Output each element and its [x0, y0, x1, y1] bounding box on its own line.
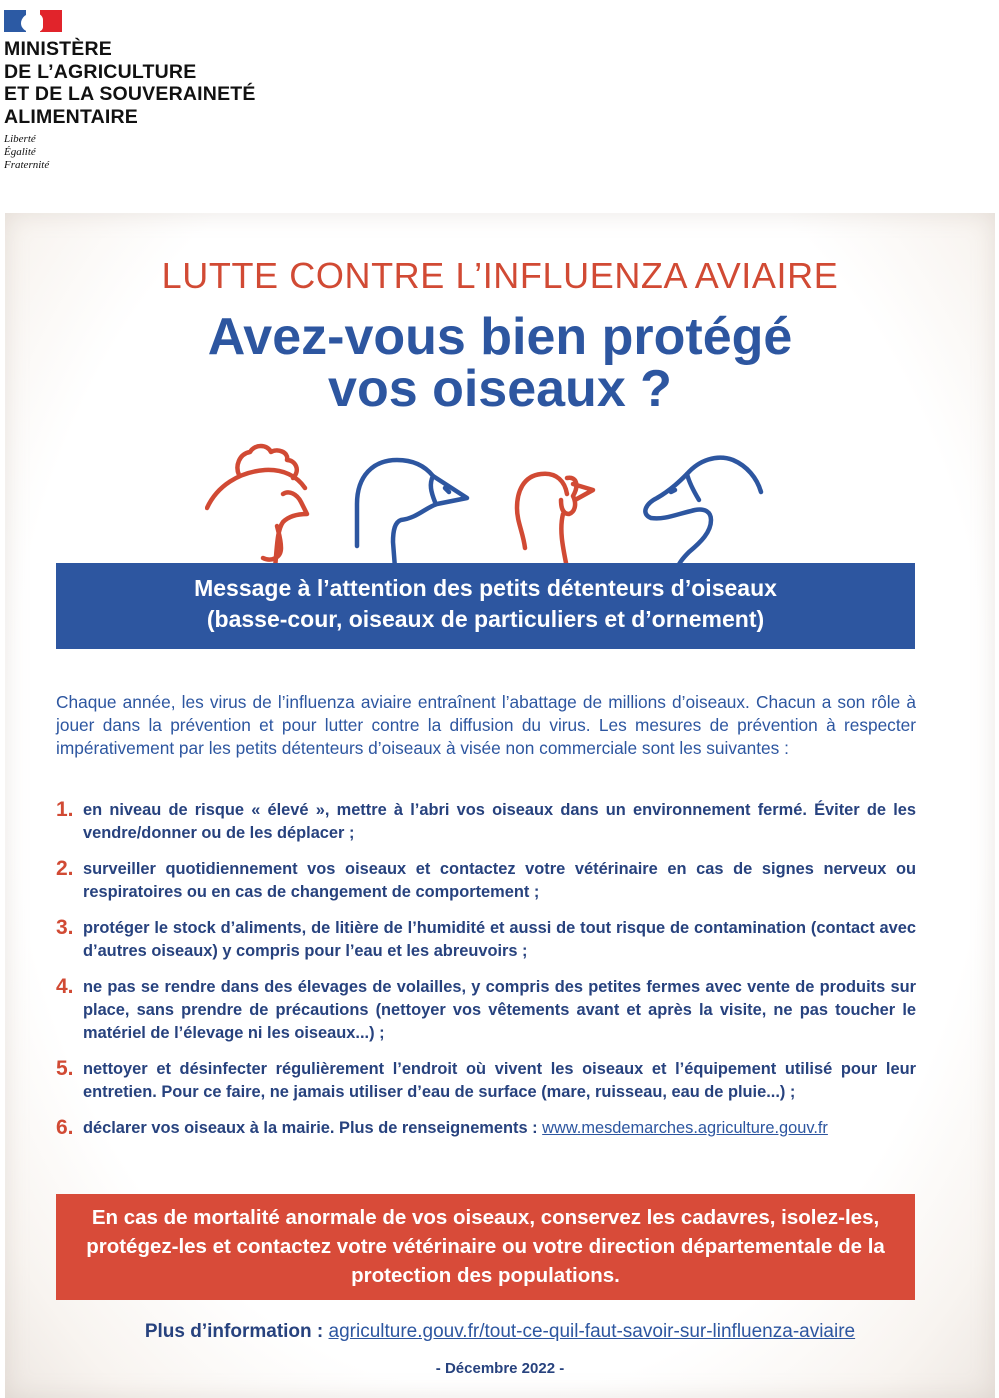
list-item [56, 976, 916, 1045]
item-number: 1. [56, 798, 74, 821]
item-text: déclarer vos oiseaux à la mairie. Plus de renseignements : www.mesdemarches.agriculture.gouv.fr [83, 1119, 828, 1137]
birds-illustration [205, 438, 765, 568]
measures-list [56, 799, 916, 1153]
item-text: en niveau de risque « élevé », mettre à l’abri vos oiseaux dans un environnement fermé. Éviter de les vendre/donner ou de les déplacer ; [83, 801, 916, 842]
turkey-icon [517, 474, 593, 568]
more-info-link[interactable]: agriculture.gouv.fr/tout-ce-quil-faut-savoir-sur-linfluenza-aviaire [328, 1321, 856, 1342]
poster-kicker: LUTTE CONTRE L’INFLUENZA AVIAIRE [161, 255, 839, 296]
item-number: 3. [56, 916, 74, 939]
item-text: nettoyer et désinfecter régulièrement l’endroit où vivent les oiseaux et l’équipement utilisé pour leur entretien. Pour ce faire, ne jamais utiliser d’eau de surface (mare, ruisseau, eau de pluie...) ; [83, 1060, 916, 1101]
item-number: 6. [56, 1116, 74, 1139]
item-text: surveiller quotidiennement vos oiseaux et contactez votre vétérinaire en cas de signes nerveux ou respiratoires ou en cas de changement de comportement ; [83, 860, 916, 901]
list-item [56, 799, 916, 845]
item-number: 2. [56, 857, 74, 880]
list-item [56, 1058, 916, 1104]
item-number: 4. [56, 975, 74, 998]
list-item [56, 858, 916, 904]
republic-motto: Liberté Égalité Fraternité [4, 133, 50, 171]
duck-icon [645, 458, 761, 568]
item-number: 5. [56, 1057, 74, 1080]
more-info-label: Plus d’information : [144, 1321, 329, 1342]
ministry-logo [4, 10, 256, 172]
item-text: ne pas se rendre dans des élevages de volailles, y compris des petites fermes avec vente de produits sur place, sans prendre de précautions (nettoyer vos vêtements avant et après la visite, ne pas toucher le matériel de l’élevage ni les oiseaux...) ; [83, 978, 916, 1042]
rooster-icon [207, 446, 307, 568]
mesdemarches-link[interactable]: www.mesdemarches.agriculture.gouv.fr [542, 1119, 828, 1137]
poster-card [5, 213, 995, 1398]
list-item [56, 1117, 916, 1140]
goose-icon [357, 460, 467, 568]
item-text: protéger le stock d’aliments, de litière de l’humidité et aussi de tout risque de contamination (contact avec d’autres oiseaux) y compris pour l’eau et les abreuvoirs ; [83, 919, 916, 960]
ministry-name: MINISTÈRE DE L’AGRICULTURE ET DE LA SOUVERAINETÉ ALIMENTAIRE [4, 38, 256, 128]
mortality-alert-banner: En cas de mortalité anormale de vos oiseaux, conservez les cadavres, isolez-les, protégez-les et contactez votre vétérinaire ou votre direction départementale de la protection des populations. [56, 1194, 915, 1300]
publication-date: - Décembre 2022 - [435, 1360, 565, 1377]
list-item [56, 917, 916, 963]
intro-paragraph: Chaque année, les virus de l’influenza aviaire entraînent l’abattage de millions d’oiseaux. Chacun a son rôle à jouer dans la prévention et pour lutter contre la diffusion du virus. Les mesures de prévention à respecter impérativement par les petits détenteurs d’oiseaux à visée non commerciale sont les suivantes : [56, 692, 916, 758]
poster-headline: Avez-vous bien protégé vos oiseaux ? [207, 308, 793, 418]
more-info [5, 1321, 995, 1343]
audience-banner: Message à l’attention des petits détenteurs d’oiseaux (basse-cour, oiseaux de particuliers et d’ornement) [56, 563, 915, 649]
marianne-flag-icon [4, 10, 62, 32]
